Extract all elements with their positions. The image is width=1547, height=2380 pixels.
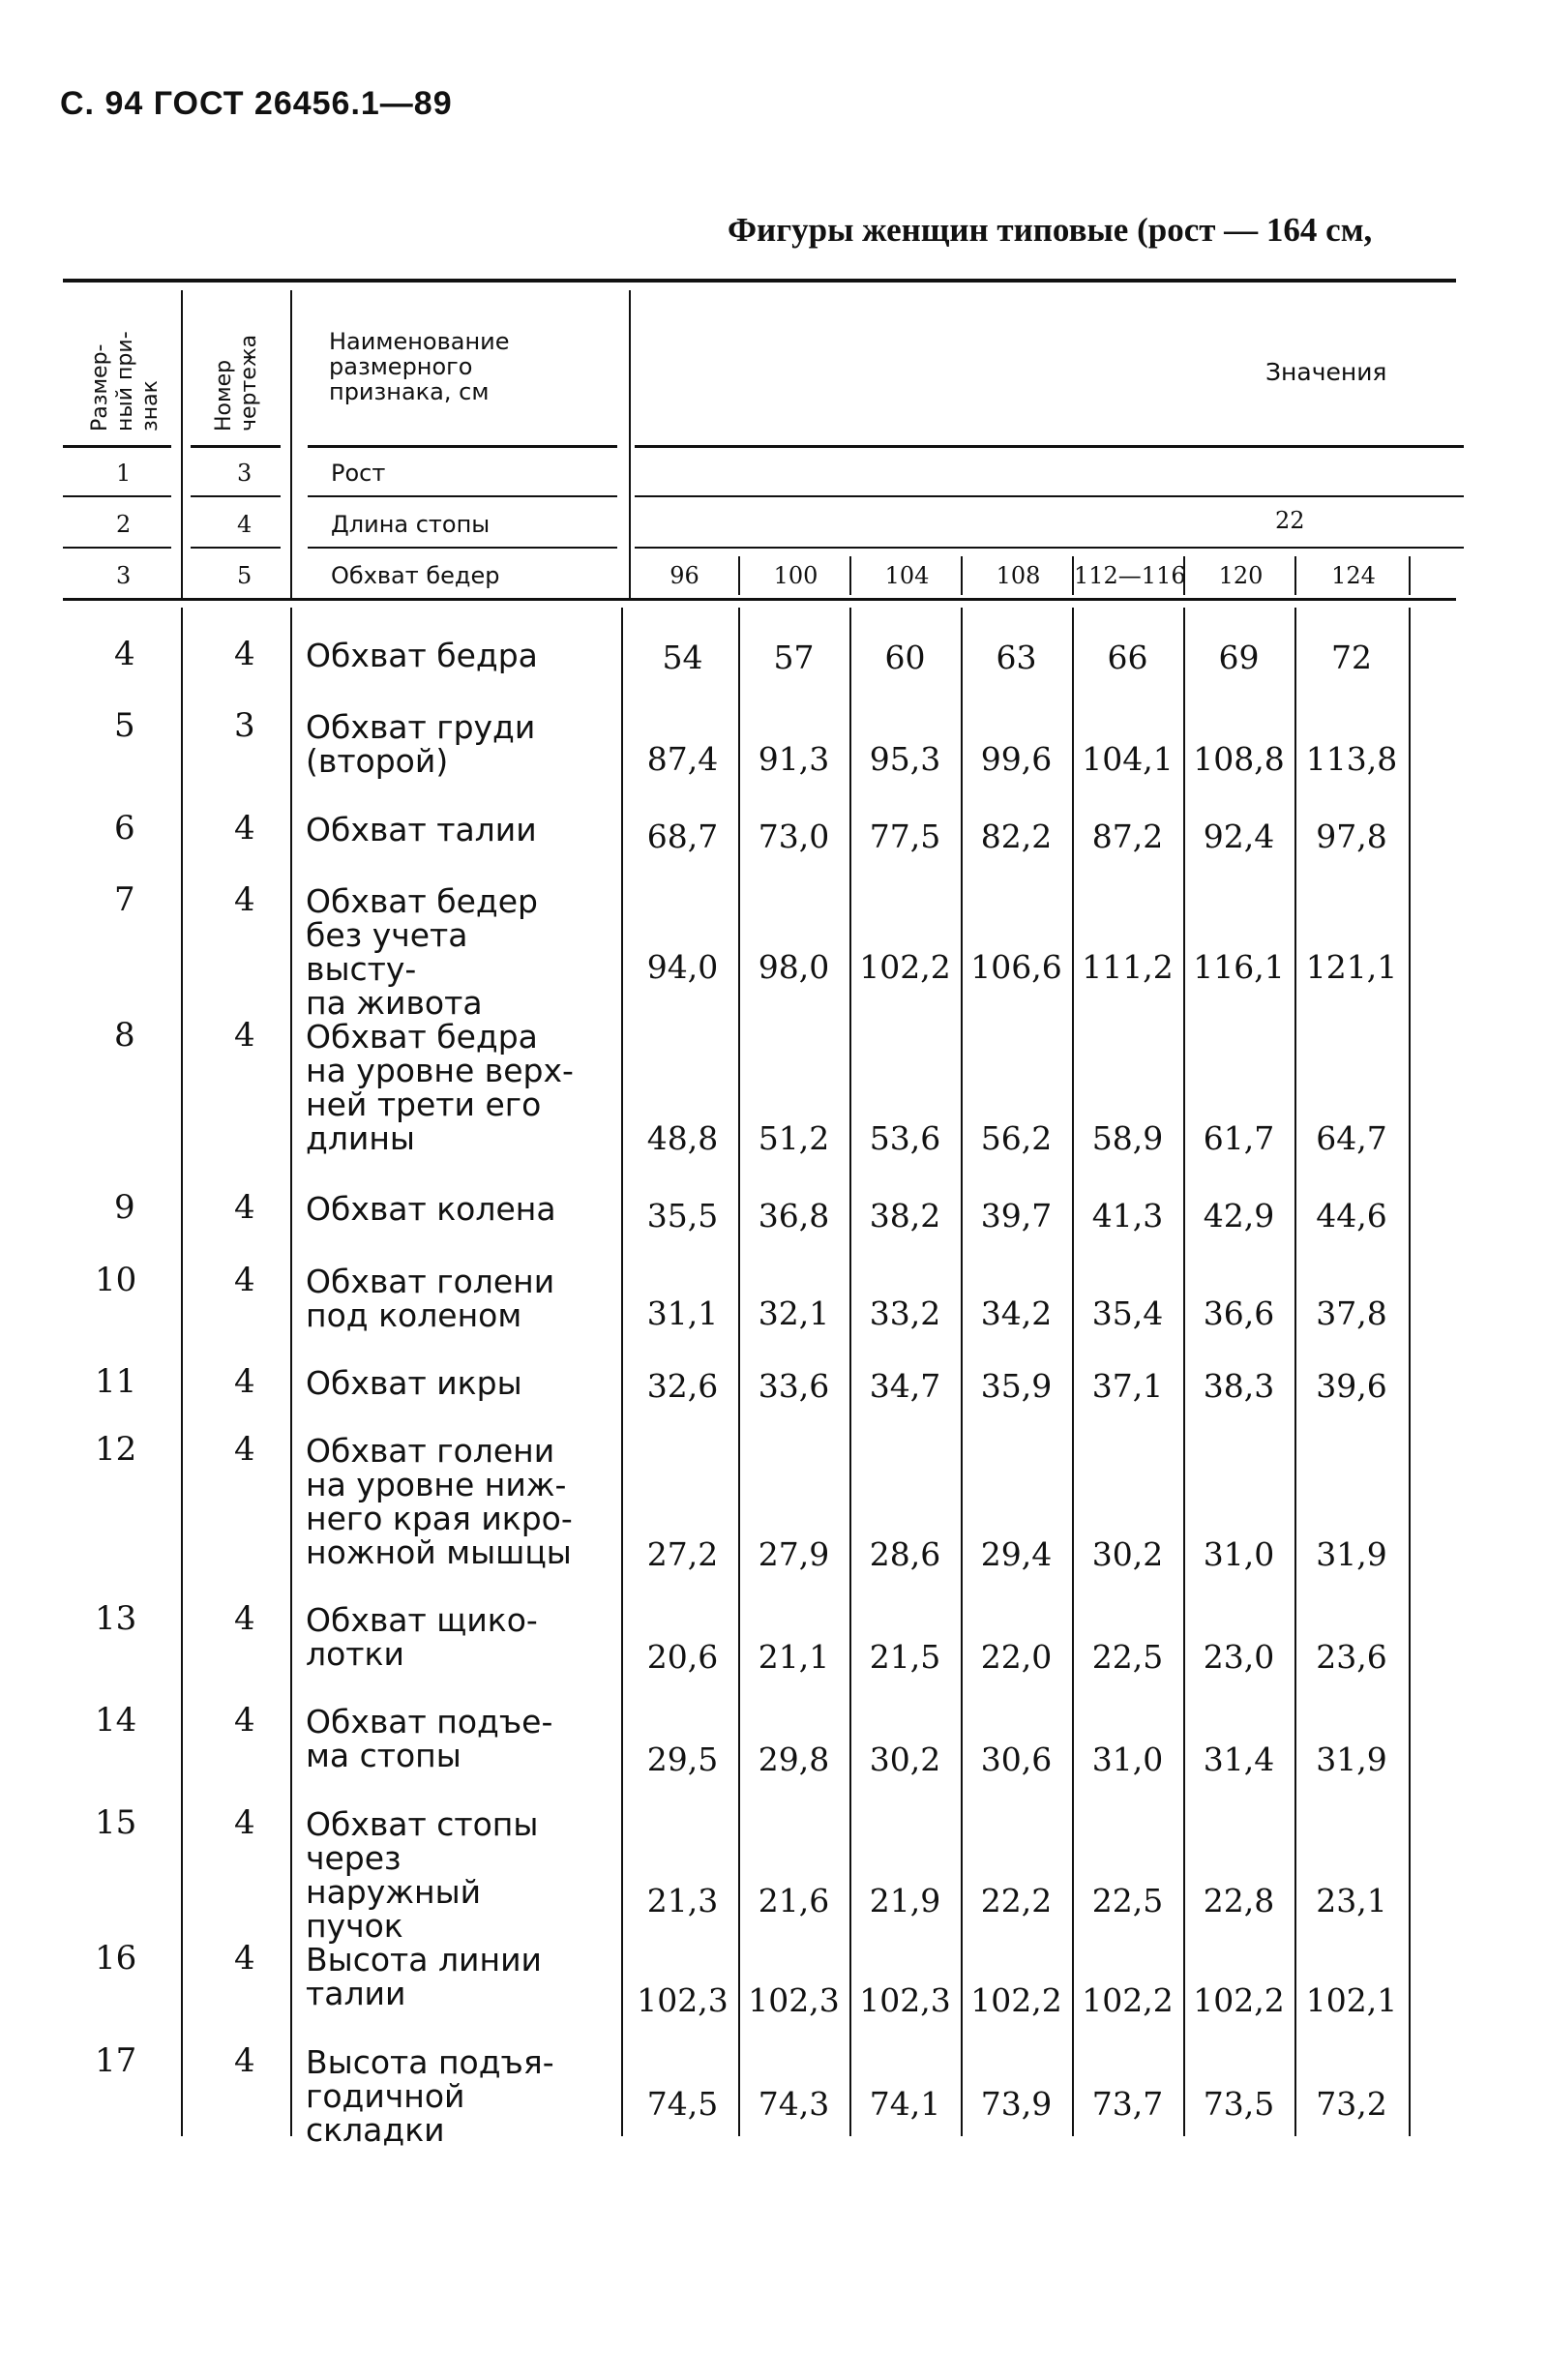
- header-bottom-rule: [63, 445, 171, 448]
- table-cell-value: 38,3: [1203, 1367, 1275, 1405]
- table-cell-value: 44,6: [1316, 1197, 1387, 1235]
- table-cell-value: 102,2: [859, 948, 951, 986]
- table-cell-value: 121,1: [1305, 948, 1398, 986]
- feature-number: 10: [95, 1261, 137, 1299]
- feature-number: 2: [116, 511, 132, 538]
- feature-number: 4: [114, 635, 135, 673]
- table-cell-value: 22,2: [980, 1882, 1053, 1919]
- table-cell-value: 74,5: [646, 2085, 719, 2123]
- table-cell-value: 73,2: [1316, 2085, 1387, 2123]
- hip-size-label: 104: [884, 562, 930, 589]
- table-cell-value: 29,5: [646, 1740, 719, 1778]
- table-cell-value: 57: [773, 639, 815, 676]
- drawing-number-header: чертежа: [237, 334, 261, 431]
- table-cell-value: 74,3: [758, 2085, 830, 2123]
- feature-value: 22: [1275, 507, 1305, 534]
- table-cell-value: 94,0: [646, 948, 719, 986]
- table-cell-value: 35,9: [980, 1367, 1053, 1405]
- table-caption: Фигуры женщин типовые (рост — 164 см,: [728, 211, 1373, 249]
- table-cell-value: 34,7: [869, 1367, 941, 1405]
- table-cell-value: 31,1: [646, 1294, 719, 1332]
- drawing-number: 4: [234, 1939, 255, 1978]
- table-cell-value: 31,4: [1203, 1740, 1275, 1778]
- table-cell-value: 106,6: [970, 948, 1062, 986]
- table-cell-value: 73,5: [1203, 2085, 1275, 2123]
- feature-name: Обхват стопы через наружный пучок: [306, 1805, 539, 1945]
- table-cell-value: 69: [1218, 639, 1260, 676]
- table-cell-value: 66: [1107, 639, 1148, 676]
- table-cell-value: 21,5: [869, 1638, 941, 1676]
- table-cell-value: 27,2: [646, 1535, 719, 1573]
- table-cell-value: 36,8: [758, 1197, 830, 1235]
- drawing-number: 4: [234, 1701, 255, 1740]
- feature-number: 13: [95, 1599, 137, 1638]
- drawing-number: 4: [234, 1362, 255, 1401]
- feature-number: 17: [95, 2041, 137, 2080]
- table-cell-value: 82,2: [980, 818, 1053, 855]
- table-cell-value: 64,7: [1316, 1119, 1387, 1157]
- table-cell-value: 39,7: [980, 1197, 1053, 1235]
- table-cell-value: 73,0: [758, 818, 830, 855]
- table-cell-value: 23,1: [1316, 1882, 1387, 1919]
- table-cell-value: 95,3: [869, 740, 941, 778]
- drawing-number: 4: [234, 809, 255, 848]
- table-cell-value: 21,6: [758, 1882, 830, 1919]
- column-rule: [181, 608, 183, 2136]
- hip-size-label: 124: [1331, 562, 1376, 589]
- body-top-rule: [63, 598, 1456, 601]
- table-cell-value: 87,2: [1091, 818, 1164, 855]
- feature-number: 7: [114, 880, 135, 919]
- table-cell-value: 113,8: [1305, 740, 1398, 778]
- feature-number: 6: [114, 809, 135, 848]
- drawing-number: 4: [237, 511, 253, 538]
- table-cell-value: 31,0: [1091, 1740, 1164, 1778]
- table-cell-value: 27,9: [758, 1535, 830, 1573]
- table-rule: [63, 547, 171, 549]
- table-cell-value: 102,3: [859, 1981, 951, 2019]
- table-cell-value: 108,8: [1193, 740, 1285, 778]
- drawing-number: 5: [237, 562, 253, 589]
- table-rule: [308, 547, 617, 549]
- column-rule: [1409, 608, 1411, 2136]
- table-cell-value: 32,6: [646, 1367, 719, 1405]
- drawing-number: 4: [234, 1803, 255, 1842]
- table-cell-value: 102,2: [970, 1981, 1062, 2019]
- table-cell-value: 33,6: [758, 1367, 830, 1405]
- table-cell-value: 22,8: [1203, 1882, 1275, 1919]
- feature-name: Обхват груди (второй): [306, 708, 536, 780]
- table-cell-value: 99,6: [980, 740, 1053, 778]
- page-header: С. 94 ГОСТ 26456.1—89: [60, 85, 453, 122]
- table-cell-value: 116,1: [1193, 948, 1285, 986]
- table-cell-value: 31,9: [1316, 1535, 1387, 1573]
- table-rule: [308, 495, 617, 497]
- table-cell-value: 36,6: [1203, 1294, 1275, 1332]
- feature-name: Длина стопы: [331, 511, 491, 538]
- size-feature-header: знак: [138, 380, 163, 431]
- table-cell-value: 48,8: [646, 1119, 719, 1157]
- table-cell-value: 73,9: [980, 2085, 1053, 2123]
- table-cell-value: 91,3: [758, 740, 830, 778]
- feature-name: Высота линии талии: [306, 1941, 542, 2012]
- column-rule: [621, 608, 623, 2136]
- drawing-number: 4: [234, 1261, 255, 1299]
- feature-number: 3: [116, 562, 132, 589]
- drawing-number: 3: [237, 460, 253, 487]
- table-cell-value: 63: [996, 639, 1037, 676]
- table-cell-value: 73,7: [1091, 2085, 1164, 2123]
- feature-number: 15: [95, 1803, 137, 1842]
- table-cell-value: 54: [662, 639, 703, 676]
- table-cell-value: 37,8: [1316, 1294, 1387, 1332]
- table-cell-value: 111,2: [1082, 948, 1174, 986]
- feature-number: 8: [114, 1016, 135, 1055]
- feature-name: Обхват колена: [306, 1190, 556, 1228]
- table-cell-value: 42,9: [1203, 1197, 1275, 1235]
- table-cell-value: 32,1: [758, 1294, 830, 1332]
- table-cell-value: 61,7: [1203, 1119, 1275, 1157]
- table-rule: [63, 495, 171, 497]
- column-rule: [290, 445, 292, 600]
- hip-size-label: 120: [1218, 562, 1264, 589]
- table-cell-value: 30,2: [869, 1740, 941, 1778]
- feature-number: 16: [95, 1939, 137, 1978]
- column-rule: [290, 608, 292, 2136]
- table-cell-value: 29,8: [758, 1740, 830, 1778]
- table-cell-value: 30,2: [1091, 1535, 1164, 1573]
- feature-number: 9: [114, 1188, 135, 1227]
- values-header: Значения: [1265, 358, 1387, 386]
- drawing-number: 4: [234, 1016, 255, 1055]
- table-cell-value: 102,2: [1193, 1981, 1285, 2019]
- feature-number: 11: [95, 1362, 137, 1401]
- feature-name: Обхват бедра: [306, 637, 538, 674]
- table-cell-value: 31,9: [1316, 1740, 1387, 1778]
- table-cell-value: 51,2: [758, 1119, 830, 1157]
- drawing-number: 4: [234, 635, 255, 673]
- table-cell-value: 58,9: [1091, 1119, 1164, 1157]
- table-cell-value: 102,2: [1082, 1981, 1174, 2019]
- table-cell-value: 102,3: [637, 1981, 729, 2019]
- table-cell-value: 41,3: [1091, 1197, 1164, 1235]
- feature-name: Обхват икры: [306, 1364, 522, 1402]
- table-cell-value: 35,4: [1091, 1294, 1164, 1332]
- table-cell-value: 92,4: [1203, 818, 1275, 855]
- header-rule: [629, 290, 631, 600]
- table-cell-value: 23,6: [1316, 1638, 1387, 1676]
- table-cell-value: 31,0: [1203, 1535, 1275, 1573]
- feature-name: Обхват голени на уровне ниж- него края икро- ножной мышцы: [306, 1432, 573, 1571]
- feature-name-header: Наименование размерного признака, см: [329, 328, 510, 405]
- hip-size-label: 100: [773, 562, 818, 589]
- table-cell-value: 56,2: [980, 1119, 1053, 1157]
- feature-number: 14: [95, 1701, 137, 1740]
- feature-name: Обхват бедер без учета высту- па живота: [306, 882, 538, 1022]
- table-cell-value: 60: [884, 639, 926, 676]
- table-cell-value: 37,1: [1091, 1367, 1164, 1405]
- table-cell-value: 87,4: [646, 740, 719, 778]
- table-cell-value: 74,1: [869, 2085, 941, 2123]
- table-cell-value: 104,1: [1082, 740, 1174, 778]
- table-rule: [635, 495, 1464, 497]
- table-cell-value: 30,6: [980, 1740, 1053, 1778]
- hip-size-label: 108: [996, 562, 1041, 589]
- feature-name: Рост: [331, 460, 386, 487]
- table-cell-value: 102,1: [1305, 1981, 1398, 2019]
- table-cell-value: 68,7: [646, 818, 719, 855]
- size-feature-header: Размер-: [88, 343, 112, 431]
- feature-number: 1: [116, 460, 132, 487]
- table-cell-value: 21,3: [646, 1882, 719, 1919]
- feature-name: Обхват подъе- ма стопы: [306, 1703, 553, 1774]
- table-cell-value: 77,5: [869, 818, 941, 855]
- table-cell-value: 34,2: [980, 1294, 1053, 1332]
- feature-name: Обхват талии: [306, 811, 537, 848]
- header-bottom-rule: [308, 445, 617, 448]
- table-cell-value: 39,6: [1316, 1367, 1387, 1405]
- feature-name: Обхват щико- лотки: [306, 1601, 538, 1673]
- table-cell-value: 33,2: [869, 1294, 941, 1332]
- drawing-number: 4: [234, 1599, 255, 1638]
- feature-name: Обхват бедра на уровне верх- ней трети его длины: [306, 1018, 574, 1157]
- table-cell-value: 35,5: [646, 1197, 719, 1235]
- table-cell-value: 38,2: [869, 1197, 941, 1235]
- table-top-rule: [63, 279, 1456, 283]
- header-rule: [290, 290, 292, 445]
- table-cell-value: 21,9: [869, 1882, 941, 1919]
- header-rule: [181, 290, 183, 445]
- feature-name: Высота подъя- годичной складки: [306, 2043, 554, 2149]
- hip-size-label: 112—116: [1074, 562, 1186, 589]
- feature-name: Обхват голени под коленом: [306, 1263, 555, 1334]
- table-cell-value: 23,0: [1203, 1638, 1275, 1676]
- header-bottom-rule: [191, 445, 281, 448]
- feature-number: 12: [95, 1430, 137, 1469]
- table-cell-value: 97,8: [1316, 818, 1387, 855]
- table-cell-value: 22,0: [980, 1638, 1053, 1676]
- feature-number: 5: [114, 706, 135, 745]
- table-cell-value: 20,6: [646, 1638, 719, 1676]
- header-bottom-rule: [635, 445, 1464, 448]
- drawing-number: 4: [234, 880, 255, 919]
- feature-name: Обхват бедер: [331, 562, 500, 589]
- table-cell-value: 53,6: [869, 1119, 941, 1157]
- table-cell-value: 28,6: [869, 1535, 941, 1573]
- drawing-number: 4: [234, 1430, 255, 1469]
- table-rule: [635, 547, 1464, 549]
- column-rule: [181, 445, 183, 600]
- drawing-number: 3: [234, 706, 255, 745]
- drawing-number: 4: [234, 1188, 255, 1227]
- table-cell-value: 22,5: [1091, 1882, 1164, 1919]
- table-cell-value: 102,3: [748, 1981, 840, 2019]
- table-rule: [191, 495, 281, 497]
- hip-size-label: 96: [669, 562, 699, 589]
- size-feature-header: ный при-: [113, 331, 137, 431]
- drawing-number: 4: [234, 2041, 255, 2080]
- table-cell-value: 72: [1331, 639, 1372, 676]
- drawing-number-header: Номер: [212, 359, 236, 431]
- table-cell-value: 98,0: [758, 948, 830, 986]
- table-cell-value: 22,5: [1091, 1638, 1164, 1676]
- table-cell-value: 21,1: [758, 1638, 830, 1676]
- table-rule: [191, 547, 281, 549]
- table-cell-value: 29,4: [980, 1535, 1053, 1573]
